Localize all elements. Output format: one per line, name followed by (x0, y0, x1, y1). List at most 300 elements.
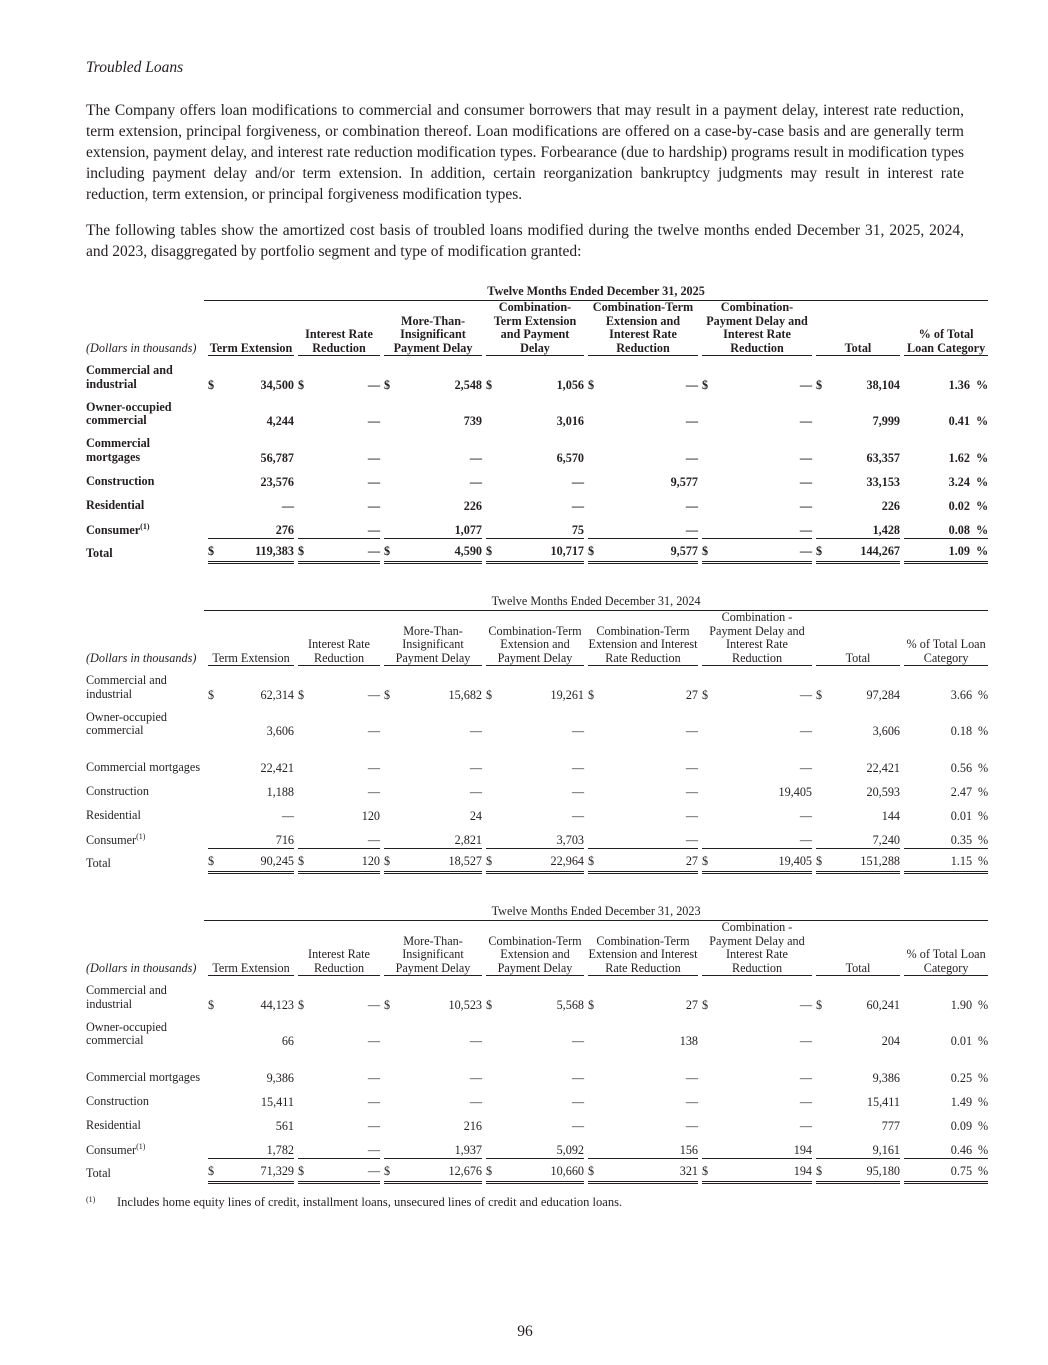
percent-cell (904, 429, 988, 466)
table-row (86, 490, 988, 514)
percent-sign: % (978, 854, 989, 869)
footnote (86, 1195, 623, 1210)
value-cell: 33,153 (866, 475, 900, 490)
value-cell: 9,161 (872, 1143, 900, 1158)
currency-symbol: $ (588, 687, 595, 702)
percent-sign: % (978, 1143, 989, 1158)
currency-symbol: $ (702, 538, 716, 562)
column-header: Combination-Term Extension and Interest Rate Reduction (588, 921, 698, 976)
value-cell: 119,383 (224, 538, 294, 562)
value-cell: 7,240 (872, 833, 900, 848)
percent-sign: % (978, 833, 989, 848)
value-cell: — (799, 1034, 812, 1049)
value-cell: — (469, 760, 482, 775)
column-header: Term Extension (208, 611, 294, 666)
value-cell: — (685, 724, 698, 739)
percent-sign: % (978, 809, 989, 824)
value-cell: — (799, 997, 812, 1012)
value-cell: 23,576 (260, 475, 294, 490)
value-cell: — (367, 450, 380, 465)
column-header: Term Extension (208, 301, 294, 356)
row-label (86, 775, 204, 799)
period-title: Twelve Months Ended December 31, 2024 (204, 592, 988, 611)
dollars-label: (Dollars in thousands) (86, 961, 197, 976)
row-label-text: Commercial and industrial (86, 983, 167, 1011)
table-row (86, 976, 988, 1013)
value-cell: — (367, 997, 380, 1012)
percent-sign: % (978, 1070, 989, 1085)
table-row (86, 666, 988, 703)
column-header: Term Extension (208, 921, 294, 976)
value-cell: 22,964 (500, 848, 584, 872)
value-cell: — (367, 377, 380, 392)
percent-cell (904, 392, 988, 429)
value-cell: 20,593 (866, 785, 900, 800)
value-cell: — (571, 1119, 584, 1134)
percent-sign: % (975, 544, 989, 559)
percent-value: 1.36 (948, 377, 970, 392)
percent-sign: % (978, 785, 989, 800)
currency-symbol: $ (588, 1158, 602, 1182)
row-label (86, 1134, 204, 1158)
currency-symbol: $ (702, 377, 709, 392)
value-cell: 4,244 (266, 414, 294, 429)
percent-value: 0.75 (950, 1164, 973, 1179)
row-label-text: Commercial mortgages (86, 759, 201, 774)
percent-value: 0.41 (948, 414, 970, 429)
percent-value: 1.49 (950, 1095, 973, 1110)
value-cell: 1,428 (872, 523, 900, 538)
value-cell: 3,703 (556, 833, 584, 848)
value-cell: 90,245 (224, 848, 294, 872)
currency-symbol: $ (816, 538, 830, 562)
value-cell: 22,421 (866, 760, 900, 775)
percent-value: 0.56 (950, 760, 973, 775)
value-cell: 15,411 (260, 1095, 294, 1110)
percent-sign: % (975, 499, 989, 514)
value-cell: — (799, 687, 812, 702)
table-row (86, 1012, 988, 1049)
value-cell: — (367, 1034, 380, 1049)
column-header: More-Than-Insignificant Payment Delay (384, 301, 482, 356)
column-header: Total (816, 921, 900, 976)
total-row (86, 848, 988, 872)
percent-cell (904, 800, 988, 824)
percent-sign: % (978, 1164, 989, 1179)
footnote-marker: (1) (86, 1195, 96, 1204)
currency-symbol: $ (298, 687, 305, 702)
row-label-text: Owner-occupied commercial (86, 1019, 167, 1048)
row-label-text: Construction (86, 1094, 149, 1109)
value-cell: 2,548 (454, 377, 482, 392)
percent-value: 3.66 (950, 687, 973, 702)
value-cell: — (469, 724, 482, 739)
value-cell: 4,590 (398, 538, 482, 562)
row-label-text: Residential (86, 808, 141, 823)
percent-cell (904, 1012, 988, 1049)
value-cell: — (469, 785, 482, 800)
value-cell: — (367, 687, 380, 702)
table-row (86, 1085, 988, 1109)
value-cell: 18,527 (398, 848, 482, 872)
percent-cell (904, 514, 988, 538)
row-label-text: Consumer (86, 832, 137, 847)
value-cell: 194 (793, 1143, 812, 1158)
dollars-label: (Dollars in thousands) (86, 651, 197, 666)
value-cell: — (799, 1095, 812, 1110)
value-cell: — (685, 760, 698, 775)
percent-sign: % (978, 760, 989, 775)
section-title: Troubled Loans (86, 59, 184, 76)
value-cell: 22,421 (260, 760, 294, 775)
percent-value: 0.01 (950, 809, 973, 824)
row-label-text: Owner-occupied commercial (86, 399, 172, 428)
value-cell: — (799, 833, 812, 848)
value-cell: 95,180 (830, 1158, 900, 1182)
percent-value: 0.46 (950, 1143, 973, 1158)
value-cell: — (367, 523, 380, 538)
tables-intro-paragraph: The following tables show the amortized cost basis of troubled loans modified during the twelve months ended December 31, 2025, 2024, and 2023, disaggregated by portfolio segment and type of modification granted: (86, 222, 964, 260)
value-cell: — (799, 523, 812, 538)
value-cell: — (367, 1070, 380, 1085)
value-cell: 120 (312, 848, 380, 872)
currency-symbol: $ (702, 848, 716, 872)
currency-symbol: $ (486, 377, 493, 392)
value-cell: 1,077 (454, 523, 482, 538)
value-cell: — (799, 809, 812, 824)
table-row (86, 1134, 988, 1158)
currency-symbol: $ (486, 538, 500, 562)
value-cell: 156 (679, 1143, 698, 1158)
percent-cell (904, 824, 988, 848)
period-title: Twelve Months Ended December 31, 2025 (204, 282, 988, 301)
percent-value: 0.02 (948, 499, 970, 514)
value-cell: 66 (281, 1034, 294, 1049)
percent-value: 0.18 (950, 724, 973, 739)
row-label (86, 392, 204, 429)
value-cell: 226 (881, 499, 900, 514)
currency-symbol: $ (384, 1158, 398, 1182)
table-2024 (86, 592, 988, 874)
value-cell: 19,405 (778, 785, 812, 800)
percent-sign: % (975, 377, 989, 392)
value-cell: — (469, 450, 482, 465)
value-cell: — (367, 414, 380, 429)
currency-symbol: $ (816, 848, 830, 872)
currency-symbol: $ (298, 848, 312, 872)
row-label-text: Residential (86, 1118, 141, 1133)
currency-symbol: $ (298, 997, 305, 1012)
value-cell: — (571, 499, 584, 514)
percent-value: 2.47 (950, 785, 973, 800)
value-cell: 194 (716, 1158, 812, 1182)
value-cell: 144,267 (830, 538, 900, 562)
currency-symbol: $ (208, 687, 215, 702)
value-cell: — (571, 475, 584, 490)
value-cell: — (281, 809, 294, 824)
value-cell: 12,676 (398, 1158, 482, 1182)
percent-cell (904, 465, 988, 489)
percent-value: 3.24 (948, 475, 970, 490)
value-cell: — (367, 1095, 380, 1110)
value-cell: 120 (361, 809, 380, 824)
value-cell: 226 (463, 499, 482, 514)
currency-symbol: $ (816, 687, 823, 702)
row-label-text: Commercial mortgages (86, 1069, 201, 1084)
value-cell: 1,782 (266, 1143, 294, 1158)
value-cell: 716 (275, 833, 294, 848)
percent-value: 0.09 (950, 1119, 973, 1134)
currency-symbol: $ (588, 848, 602, 872)
row-label-text: Total (86, 545, 113, 560)
value-cell: 15,682 (448, 687, 482, 702)
percent-sign: % (978, 1034, 989, 1049)
value-cell: — (469, 475, 482, 490)
currency-symbol: $ (208, 538, 224, 562)
percent-value: 1.90 (950, 997, 973, 1012)
row-label (86, 824, 204, 848)
currency-symbol: $ (702, 1158, 716, 1182)
row-label (86, 1012, 204, 1049)
value-cell: — (571, 1070, 584, 1085)
value-cell: 9,577 (602, 538, 698, 562)
percent-cell (904, 1049, 988, 1086)
currency-symbol: $ (298, 1158, 312, 1182)
column-header: % of Total Loan Category (904, 301, 988, 356)
period-title: Twelve Months Ended December 31, 2023 (204, 902, 988, 921)
column-header: Combination-Payment Delay and Interest Rate Reduction (702, 301, 812, 356)
value-cell: 216 (463, 1119, 482, 1134)
value-cell: 71,329 (224, 1158, 294, 1182)
row-label (86, 976, 204, 1013)
value-cell: — (312, 538, 380, 562)
row-label (86, 490, 204, 514)
percent-cell (904, 775, 988, 799)
intro-paragraph: The Company offers loan modifications to commercial and consumer borrowers that may result in a payment delay, interest rate reduction, term extension, principal forgiveness, or combination thereof. Loan modifications are offered on a case-by-case basis and are generally term extension, payment delay, and interest rate reduction modification types. Forbearance (due to hardship) programs result in modification types including payment delay and/or term extension. In addition, certain reorganization bankruptcy judgments may result in interest rate reduction, term extension, or principal forgiveness modification types. (86, 102, 964, 203)
value-cell: 27 (602, 848, 698, 872)
percent-sign: % (975, 414, 989, 429)
value-cell: 27 (685, 997, 698, 1012)
table-2025 (86, 282, 988, 564)
row-label (86, 1158, 204, 1182)
value-cell: 739 (463, 414, 482, 429)
column-header: Interest Rate Reduction (298, 921, 380, 976)
value-cell: 144 (881, 809, 900, 824)
value-cell: — (685, 833, 698, 848)
column-header: Combination - Payment Delay and Interest Rate Reduction (702, 921, 812, 976)
value-cell: — (281, 499, 294, 514)
value-cell: 138 (679, 1034, 698, 1049)
value-cell: — (367, 475, 380, 490)
value-cell: — (685, 377, 698, 392)
column-header: Total (816, 301, 900, 356)
currency-symbol: $ (208, 377, 215, 392)
column-header: % of Total Loan Category (904, 921, 988, 976)
currency-symbol: $ (486, 1158, 500, 1182)
value-cell: — (367, 499, 380, 514)
column-header: Interest Rate Reduction (298, 611, 380, 666)
percent-value: 1.09 (948, 544, 970, 559)
row-label-text: Owner-occupied commercial (86, 709, 167, 738)
table-row (86, 429, 988, 466)
value-cell: 7,999 (872, 414, 900, 429)
value-cell: — (799, 1119, 812, 1134)
value-cell: — (367, 785, 380, 800)
value-cell: 9,577 (670, 475, 698, 490)
value-cell: — (571, 1034, 584, 1049)
value-cell: — (685, 499, 698, 514)
value-cell: — (685, 414, 698, 429)
value-cell: — (799, 499, 812, 514)
row-label (86, 666, 204, 703)
row-label (86, 1049, 204, 1086)
value-cell: — (367, 1143, 380, 1158)
value-cell: — (571, 1095, 584, 1110)
value-cell: 3,606 (872, 724, 900, 739)
footnote-ref: (1) (136, 1141, 146, 1151)
value-cell: 3,606 (266, 724, 294, 739)
value-cell: — (685, 1119, 698, 1134)
percent-value: 1.62 (948, 450, 970, 465)
value-cell: — (367, 760, 380, 775)
value-cell: 5,568 (556, 997, 584, 1012)
table-row (86, 356, 988, 393)
currency-symbol: $ (208, 848, 224, 872)
value-cell: 1,937 (454, 1143, 482, 1158)
column-header: % of Total Loan Category (904, 611, 988, 666)
value-cell: 10,523 (448, 997, 482, 1012)
column-header: Combination-Term Extension and Payment Delay (486, 921, 584, 976)
value-cell: — (571, 724, 584, 739)
percent-value: 0.25 (950, 1070, 973, 1085)
table-row (86, 1110, 988, 1134)
value-cell: — (799, 414, 812, 429)
value-cell: — (799, 1070, 812, 1085)
row-label (86, 1085, 204, 1109)
currency-symbol: $ (384, 377, 391, 392)
percent-cell (904, 356, 988, 393)
percent-sign: % (975, 450, 989, 465)
value-cell: — (571, 785, 584, 800)
percent-sign: % (978, 1095, 989, 1110)
currency-symbol: $ (298, 538, 312, 562)
row-label-text: Total (86, 1165, 111, 1180)
currency-symbol: $ (486, 687, 493, 702)
percent-cell (904, 702, 988, 739)
value-cell: — (799, 475, 812, 490)
value-cell: — (685, 523, 698, 538)
currency-symbol: $ (486, 848, 500, 872)
value-cell: 1,188 (266, 785, 294, 800)
value-cell: 44,123 (260, 997, 294, 1012)
footnote-ref: (1) (136, 831, 146, 841)
value-cell: 561 (275, 1119, 294, 1134)
value-cell: — (367, 833, 380, 848)
percent-sign: % (975, 523, 989, 538)
row-label-text: Total (86, 855, 111, 870)
currency-symbol: $ (816, 1158, 830, 1182)
value-cell: — (367, 1119, 380, 1134)
row-label (86, 702, 204, 739)
value-cell: 24 (469, 809, 482, 824)
percent-cell (904, 1158, 988, 1182)
total-row (86, 538, 988, 562)
currency-symbol: $ (298, 377, 305, 392)
percent-sign: % (978, 997, 989, 1012)
currency-symbol: $ (384, 538, 398, 562)
percent-cell (904, 538, 988, 562)
currency-symbol: $ (384, 997, 391, 1012)
value-cell: 10,717 (500, 538, 584, 562)
value-cell: 15,411 (866, 1095, 900, 1110)
table-row (86, 392, 988, 429)
currency-symbol: $ (384, 848, 398, 872)
value-cell: — (469, 1095, 482, 1110)
value-cell: — (685, 1095, 698, 1110)
row-label (86, 356, 204, 393)
currency-symbol: $ (702, 687, 709, 702)
footnote-text: Includes home equity lines of credit, installment loans, unsecured lines of credit and education loans. (117, 1195, 623, 1209)
row-label-text: Consumer (86, 522, 141, 537)
value-cell: 9,386 (872, 1070, 900, 1085)
value-cell: — (367, 724, 380, 739)
row-label (86, 429, 204, 466)
currency-symbol: $ (588, 377, 595, 392)
row-label-text: Construction (86, 784, 149, 799)
row-label (86, 800, 204, 824)
value-cell: — (685, 785, 698, 800)
table-row (86, 514, 988, 538)
value-cell: 5,092 (556, 1143, 584, 1158)
percent-cell (904, 1134, 988, 1158)
value-cell: — (799, 760, 812, 775)
value-cell: 60,241 (866, 997, 900, 1012)
row-label-text: Commercial and industrial (86, 363, 173, 391)
value-cell: — (685, 809, 698, 824)
value-cell: 276 (275, 523, 294, 538)
row-label (86, 465, 204, 489)
currency-symbol: $ (588, 997, 595, 1012)
value-cell: 56,787 (260, 450, 294, 465)
row-label-text: Consumer (86, 1142, 137, 1157)
value-cell: 2,821 (454, 833, 482, 848)
percent-cell (904, 848, 988, 872)
value-cell: 10,660 (500, 1158, 584, 1182)
table-row (86, 739, 988, 776)
total-row (86, 1158, 988, 1182)
table-row (86, 465, 988, 489)
currency-symbol: $ (816, 377, 823, 392)
row-label-text: Commercial and industrial (86, 673, 167, 701)
row-label-text: Commercial mortgages (86, 436, 151, 464)
value-cell: 204 (881, 1034, 900, 1049)
percent-sign: % (978, 1119, 989, 1134)
dollars-label: (Dollars in thousands) (86, 341, 197, 356)
column-header: More-Than-Insignificant Payment Delay (384, 921, 482, 976)
value-cell: — (716, 538, 812, 562)
percent-cell (904, 739, 988, 776)
column-header: Total (816, 611, 900, 666)
row-label (86, 538, 204, 562)
percent-cell (904, 490, 988, 514)
percent-cell (904, 976, 988, 1013)
table-row (86, 702, 988, 739)
value-cell: 63,357 (866, 450, 900, 465)
value-cell: 19,261 (550, 687, 584, 702)
value-cell: 75 (571, 523, 584, 538)
value-cell: 151,288 (830, 848, 900, 872)
value-cell: — (799, 724, 812, 739)
